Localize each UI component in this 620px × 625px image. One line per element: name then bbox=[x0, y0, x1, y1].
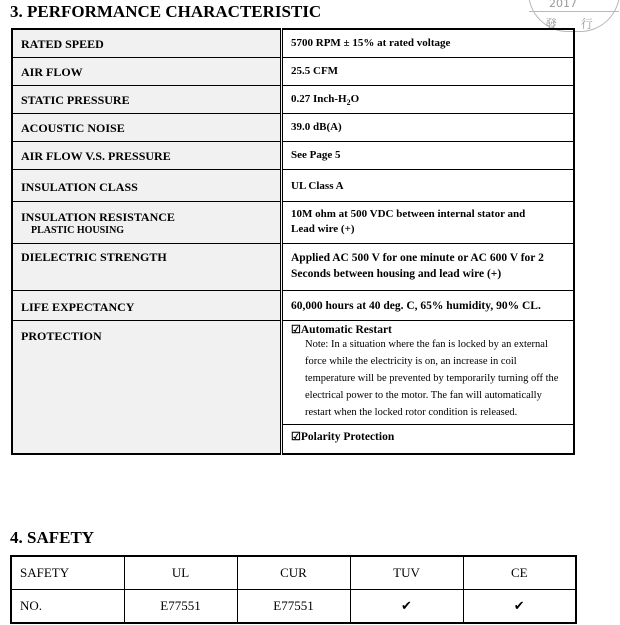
dielectric-strength-value bbox=[282, 243, 575, 290]
air-flow-label: AIR FLOW bbox=[12, 57, 282, 85]
static-pressure-value bbox=[282, 85, 575, 113]
table-row bbox=[12, 169, 574, 201]
safety-header-cur: CUR bbox=[237, 556, 350, 590]
cur-file-number: E77551 bbox=[237, 590, 350, 624]
insulation-resistance-label: INSULATION RESISTANCE bbox=[21, 209, 175, 224]
static-pressure-subscript: 2 bbox=[346, 97, 351, 107]
table-row bbox=[12, 57, 574, 85]
life-expectancy-value: 60,000 hours at 40 deg. C, 65% humidity, 90% CL. bbox=[282, 290, 575, 320]
insulation-resistance-sublabel: PLASTIC HOUSING bbox=[31, 224, 125, 236]
table-row bbox=[12, 201, 574, 243]
performance-heading: 3. PERFORMANCE CHARACTERISTIC bbox=[10, 2, 322, 21]
safety-header-ul: UL bbox=[124, 556, 237, 590]
safety-header-safety: SAFETY bbox=[11, 556, 124, 590]
safety-row-label: NO. bbox=[11, 590, 124, 624]
airflow-vs-pressure-value: See Page 5 bbox=[282, 141, 575, 169]
insulation-resistance-value bbox=[282, 201, 575, 243]
polarity-protection-option bbox=[283, 424, 573, 448]
table-row bbox=[12, 85, 574, 113]
stamp-year: 2017 bbox=[549, 0, 577, 10]
table-row bbox=[12, 29, 574, 57]
protection-value bbox=[282, 320, 575, 454]
tuv-check-icon: ✔ bbox=[350, 590, 463, 624]
insulation-resistance-line2: Lead wire (+) bbox=[291, 222, 355, 235]
insulation-resistance-line1: 10M ohm at 500 VDC between internal stator and bbox=[291, 207, 526, 220]
polarity-protection-label: Polarity Protection bbox=[300, 430, 395, 443]
dielectric-strength-line1: Applied AC 500 V for one minute or AC 600 V for 2 bbox=[291, 251, 544, 264]
static-pressure-label: STATIC PRESSURE bbox=[12, 85, 282, 113]
ce-check-icon: ✔ bbox=[463, 590, 576, 624]
life-expectancy-label: LIFE EXPECTANCY bbox=[12, 290, 282, 320]
ul-file-number: E77551 bbox=[124, 590, 237, 624]
insulation-class-label: INSULATION CLASS bbox=[12, 169, 282, 201]
insulation-class-value: UL Class A bbox=[282, 169, 575, 201]
static-pressure-suffix: O bbox=[350, 92, 360, 105]
safety-heading: 4. SAFETY bbox=[10, 528, 95, 547]
safety-table bbox=[10, 555, 577, 624]
stamp-chars: 發 行 bbox=[545, 17, 603, 31]
table-row bbox=[12, 141, 574, 169]
protection-note bbox=[291, 336, 569, 421]
table-row bbox=[12, 320, 574, 454]
note-line: electrical power to the motor. The fan will automatically bbox=[305, 389, 542, 401]
protection-label: PROTECTION bbox=[12, 320, 282, 454]
air-flow-value: 25.5 CFM bbox=[282, 57, 575, 85]
acoustic-noise-value: 39.0 dB(A) bbox=[282, 113, 575, 141]
table-row bbox=[12, 113, 574, 141]
automatic-restart-label: Automatic Restart bbox=[300, 323, 392, 336]
checked-box-icon: ☑ bbox=[291, 430, 301, 443]
table-row bbox=[12, 290, 574, 320]
table-row bbox=[12, 243, 574, 290]
dielectric-strength-label: DIELECTRIC STRENGTH bbox=[12, 243, 282, 290]
insulation-resistance-label-cell bbox=[12, 201, 282, 243]
note-line: restart when the locked rotor condition is released. bbox=[305, 406, 518, 418]
note-line: force while the electricity is on, an increase in coil bbox=[305, 355, 517, 367]
safety-header-tuv: TUV bbox=[350, 556, 463, 590]
dielectric-strength-line2: Seconds between housing and lead wire (+) bbox=[291, 267, 502, 280]
acoustic-noise-label: ACOUSTIC NOISE bbox=[12, 113, 282, 141]
note-line: Note: In a situation where the fan is locked by an external bbox=[305, 338, 548, 350]
stamp-divider bbox=[529, 11, 619, 12]
safety-data-row bbox=[11, 590, 576, 624]
automatic-restart-option bbox=[291, 323, 569, 336]
airflow-vs-pressure-label: AIR FLOW V.S. PRESSURE bbox=[12, 141, 282, 169]
rated-speed-label: RATED SPEED bbox=[12, 29, 282, 57]
rated-speed-value: 5700 RPM ± 15% at rated voltage bbox=[282, 29, 575, 57]
performance-table bbox=[11, 28, 575, 455]
safety-header-ce: CE bbox=[463, 556, 576, 590]
static-pressure-main: 0.27 Inch-H bbox=[291, 92, 347, 105]
safety-header-row bbox=[11, 556, 576, 590]
checked-box-icon: ☑ bbox=[291, 323, 301, 336]
note-line: temperature will be prevented by temporarily turning off the bbox=[305, 372, 559, 384]
